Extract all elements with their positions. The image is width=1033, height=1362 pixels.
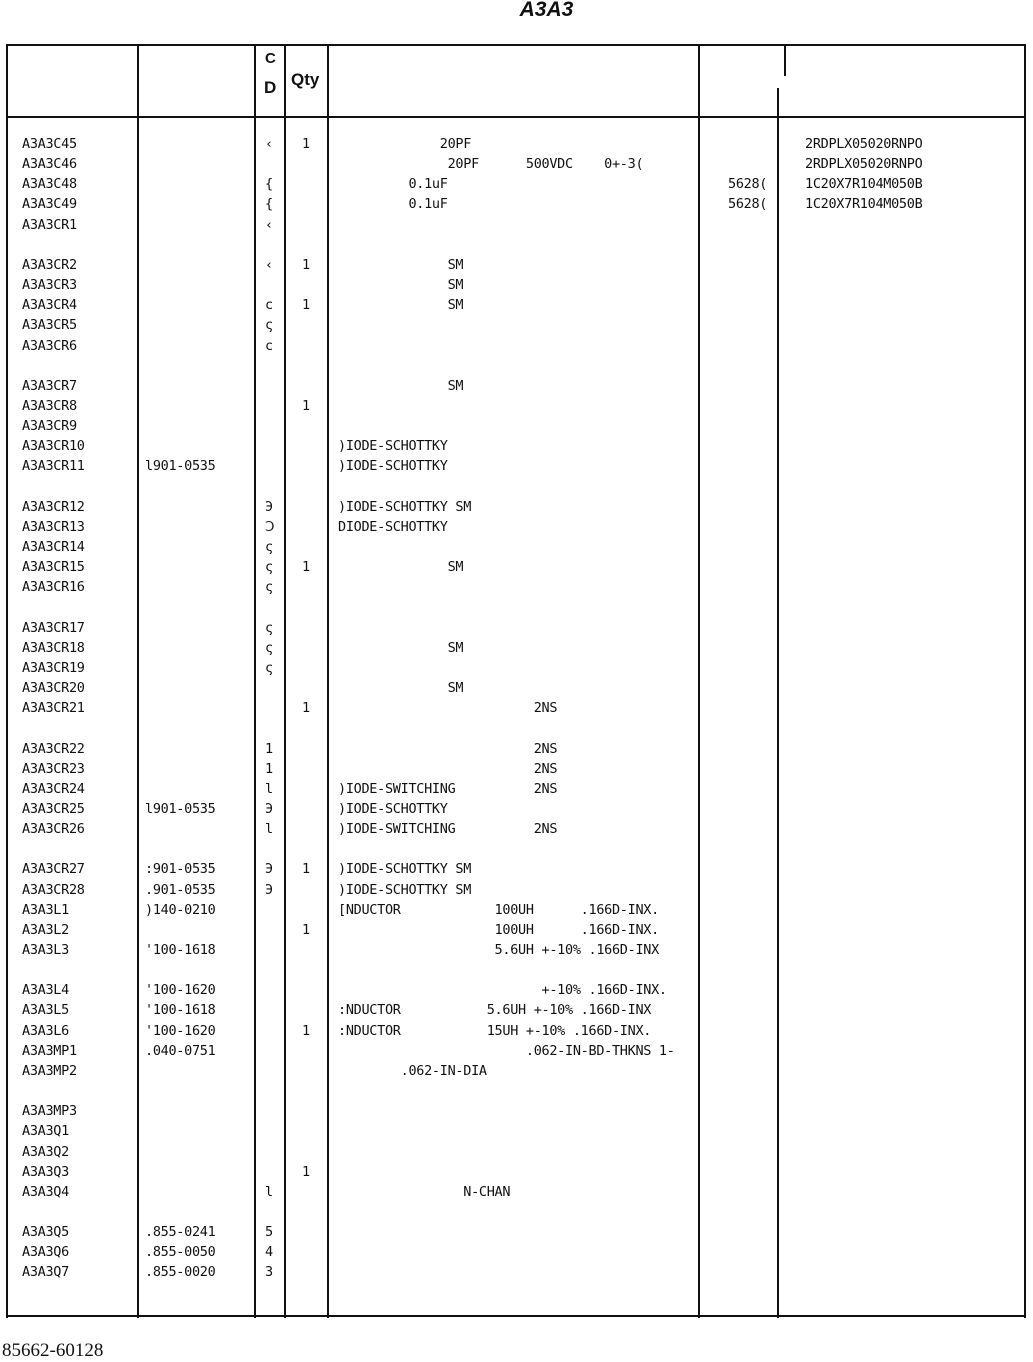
table-row [0, 1222, 1033, 1242]
cell-ref: A3A3CR5 [22, 317, 77, 334]
cell-ref: A3A3CR19 [22, 659, 85, 676]
cell-ref: A3A3C45 [22, 136, 77, 152]
cell-ref: A3A3CR1 [22, 216, 77, 233]
cell-part: '100-1620 [145, 982, 216, 999]
cell-ref: A3A3Q2 [22, 1143, 69, 1160]
cell-qty: 1 [302, 921, 310, 938]
table-row [0, 456, 1033, 476]
cell-desc: DIODE-SCHOTTKY [338, 518, 448, 535]
table-row [0, 255, 1033, 275]
table-row [0, 819, 1033, 839]
cell-desc: SM [338, 377, 464, 394]
cell-cd: ς [265, 539, 273, 555]
page-title: A3A3 [519, 0, 574, 21]
header-cd-top: C [265, 50, 276, 67]
cell-desc: SM [338, 559, 464, 576]
table-row [0, 859, 1033, 879]
cell-ref: A3A3Q1 [22, 1123, 69, 1140]
cell-mpn: 2RDPLX05020RNPO [805, 136, 923, 152]
cell-ref: A3A3L6 [22, 1022, 69, 1039]
cell-desc: SM [338, 277, 464, 294]
cell-qty: 1 [302, 256, 310, 273]
cell-cd: ‹ [265, 136, 273, 152]
cell-desc: .062-IN-DIA [338, 1062, 487, 1079]
cell-ref: A3A3CR20 [22, 680, 85, 697]
cell-desc: )IODE-SCHOTTKY [338, 438, 448, 455]
cell-part: .855-0020 [145, 1264, 216, 1281]
cell-desc: )IODE-SCHOTTKY SM [338, 861, 472, 878]
cell-ref: A3A3CR16 [22, 579, 85, 596]
cell-desc: [NDUCTOR 100UH .166D-INX. [338, 901, 659, 918]
cell-ref: A3A3L1 [22, 901, 69, 918]
table-row [0, 1041, 1033, 1061]
table-row [0, 1021, 1033, 1041]
cell-part: l901-0535 [145, 458, 216, 475]
cell-part: .040-0751 [145, 1042, 216, 1059]
cell-desc: :NDUCTOR 15UH +-10% .166D-INX. [338, 1022, 652, 1039]
cell-ref: A3A3Q5 [22, 1224, 69, 1241]
cell-mfr: 5628( [728, 176, 768, 193]
table-row [0, 537, 1033, 557]
table-row [0, 1061, 1033, 1081]
table-row [0, 295, 1033, 315]
cell-ref: A3A3CR15 [22, 559, 85, 576]
cell-desc: )IODE-SWITCHING 2NS [338, 780, 558, 797]
cell-cd: l [265, 1183, 273, 1200]
cell-desc: :NDUCTOR 5.6UH +-10% .166D-INX [338, 1002, 652, 1019]
cell-qty: 1 [302, 136, 310, 152]
cell-cd: ς [265, 619, 273, 636]
cell-cd: Э [265, 800, 273, 817]
table-row [0, 517, 1033, 537]
cell-desc: 0.1uF [338, 196, 448, 213]
cell-desc: )IODE-SCHOTTKY [338, 800, 448, 817]
cell-ref: A3A3MP1 [22, 1042, 77, 1059]
cell-ref: A3A3L3 [22, 942, 69, 958]
cell-desc: SM [338, 297, 464, 314]
cell-cd: c [265, 337, 273, 354]
cell-ref: A3A3L4 [22, 982, 69, 999]
cell-part: '100-1618 [145, 942, 216, 958]
cell-ref: A3A3L5 [22, 1002, 69, 1019]
cell-ref: A3A3CR28 [22, 881, 85, 898]
cell-desc: 2NS [338, 700, 558, 717]
table-row [0, 900, 1033, 920]
cell-desc: 2NS [338, 760, 558, 777]
cell-desc: 20PF 500VDC 0+-3( [338, 156, 644, 173]
table-row [0, 416, 1033, 436]
cell-ref: A3A3CR13 [22, 518, 85, 535]
cell-cd: ς [265, 659, 273, 676]
cell-ref: A3A3CR9 [22, 418, 77, 435]
cell-desc: SM [338, 680, 464, 697]
table-row [0, 980, 1033, 1000]
table-row [0, 497, 1033, 517]
cell-cd: c [265, 297, 273, 314]
cell-cd: Э [265, 861, 273, 878]
cell-cd: l [265, 780, 273, 797]
header-cd-bottom: D [264, 78, 277, 97]
cell-cd: { [265, 176, 273, 193]
table-row [0, 1101, 1033, 1121]
table-row [0, 920, 1033, 940]
cell-desc: 100UH .166D-INX. [338, 921, 659, 938]
cell-ref: A3A3CR21 [22, 700, 85, 717]
table-row [0, 215, 1033, 235]
table-row [0, 275, 1033, 295]
cell-ref: A3A3C46 [22, 156, 77, 173]
cell-cd: Э [265, 881, 273, 898]
cell-qty: 1 [302, 1022, 310, 1039]
cell-ref: A3A3CR4 [22, 297, 77, 314]
cell-part: '100-1618 [145, 1002, 216, 1019]
cell-desc: +-10% .166D-INX. [338, 982, 667, 999]
cell-part: l901-0535 [145, 800, 216, 817]
cell-cd: 1 [265, 760, 273, 777]
table-row [0, 638, 1033, 658]
cell-qty: 1 [302, 397, 310, 414]
cell-mpn: 1C20X7R104M050B [805, 176, 923, 193]
cell-qty: 1 [302, 297, 310, 314]
table-row [0, 658, 1033, 678]
table-row [0, 134, 1033, 154]
cell-cd: 3 [265, 1264, 273, 1281]
cell-desc: )IODE-SCHOTTKY SM [338, 498, 472, 515]
cell-cd: ς [265, 639, 273, 656]
cell-mpn: 2RDPLX05020RNPO [805, 156, 923, 173]
table-row [0, 1242, 1033, 1262]
cell-ref: A3A3Q4 [22, 1183, 69, 1200]
cell-cd: Ↄ [265, 518, 275, 535]
table-row [0, 1121, 1033, 1141]
cell-ref: A3A3CR18 [22, 639, 85, 656]
cell-desc: SM [338, 639, 464, 656]
cell-ref: A3A3Q7 [22, 1264, 69, 1281]
table-row [0, 940, 1033, 960]
cell-ref: A3A3CR25 [22, 800, 85, 817]
cell-qty: 1 [302, 861, 310, 878]
cell-ref: A3A3CR27 [22, 861, 85, 878]
cell-cd: Э [265, 498, 273, 515]
table-row [0, 698, 1033, 718]
cell-ref: A3A3MP3 [22, 1103, 77, 1120]
table-row [0, 1000, 1033, 1020]
table-row [0, 174, 1033, 194]
cell-ref: A3A3CR12 [22, 498, 85, 515]
cell-ref: A3A3MP2 [22, 1062, 77, 1079]
table-row [0, 194, 1033, 214]
cell-ref: A3A3Q3 [22, 1163, 69, 1180]
document-number: 85662-60128 [2, 1340, 104, 1361]
cell-part: )140-0210 [145, 901, 216, 918]
cell-ref: A3A3C49 [22, 196, 77, 213]
header-qty: Qty [291, 70, 320, 89]
cell-desc: 5.6UH +-10% .166D-INX [338, 942, 659, 958]
cell-desc: .062-IN-BD-THKNS 1- [338, 1042, 675, 1059]
table-row [0, 376, 1033, 396]
table-row [0, 315, 1033, 335]
cell-ref: A3A3CR3 [22, 277, 77, 294]
cell-ref: A3A3CR17 [22, 619, 85, 636]
cell-cd: ς [265, 579, 273, 596]
table-row [0, 557, 1033, 577]
cell-qty: 1 [302, 1163, 310, 1180]
cell-cd: 5 [265, 1224, 273, 1241]
table-row [0, 779, 1033, 799]
cell-desc: 2NS [338, 740, 558, 757]
cell-cd: ς [265, 559, 273, 576]
cell-desc: )IODE-SWITCHING 2NS [338, 821, 558, 838]
cell-part: .855-0241 [145, 1224, 216, 1241]
cell-part: .901-0535 [145, 881, 216, 898]
cell-ref: A3A3CR8 [22, 397, 77, 414]
cell-desc: 20PF [338, 136, 472, 152]
cell-desc: SM [338, 256, 464, 273]
cell-ref: A3A3CR14 [22, 539, 85, 555]
table-row [0, 799, 1033, 819]
table-row [0, 678, 1033, 698]
table-row [0, 436, 1033, 456]
cell-part: .855-0050 [145, 1244, 216, 1261]
cell-ref: A3A3CR24 [22, 780, 85, 797]
table-row [0, 336, 1033, 356]
table-row [0, 618, 1033, 638]
cell-ref: A3A3CR22 [22, 740, 85, 757]
table-row [0, 154, 1033, 174]
table-row [0, 880, 1033, 900]
cell-part: :901-0535 [145, 861, 216, 878]
cell-cd: l [265, 821, 273, 838]
cell-ref: A3A3Q6 [22, 1244, 69, 1261]
cell-desc: 0.1uF [338, 176, 448, 193]
cell-cd: { [265, 196, 273, 213]
cell-ref: A3A3CR26 [22, 821, 85, 838]
cell-cd: 4 [265, 1244, 273, 1261]
cell-mfr: 5628( [728, 196, 768, 213]
cell-qty: 1 [302, 559, 310, 576]
table-row [0, 577, 1033, 597]
cell-ref: A3A3CR23 [22, 760, 85, 777]
cell-part: '100-1620 [145, 1022, 216, 1039]
table-row [0, 1182, 1033, 1202]
cell-ref: A3A3CR6 [22, 337, 77, 354]
cell-desc: )IODE-SCHOTTKY [338, 458, 448, 475]
cell-cd: ς [265, 317, 273, 334]
cell-ref: A3A3CR2 [22, 256, 77, 273]
table-row [0, 396, 1033, 416]
cell-desc: N-CHAN [338, 1183, 511, 1200]
cell-mpn: 1C20X7R104M050B [805, 196, 923, 213]
table-row [0, 739, 1033, 759]
cell-ref: A3A3CR11 [22, 458, 85, 475]
cell-cd: ‹ [265, 216, 273, 233]
cell-cd: 1 [265, 740, 273, 757]
cell-cd: ‹ [265, 256, 273, 273]
table-row [0, 1162, 1033, 1182]
cell-ref: A3A3C48 [22, 176, 77, 193]
cell-ref: A3A3CR7 [22, 377, 77, 394]
table-row [0, 1262, 1033, 1282]
cell-desc: )IODE-SCHOTTKY SM [338, 881, 472, 898]
table-row [0, 1142, 1033, 1162]
cell-qty: 1 [302, 700, 310, 717]
cell-ref: A3A3L2 [22, 921, 69, 938]
cell-ref: A3A3CR10 [22, 438, 85, 455]
table-row [0, 759, 1033, 779]
